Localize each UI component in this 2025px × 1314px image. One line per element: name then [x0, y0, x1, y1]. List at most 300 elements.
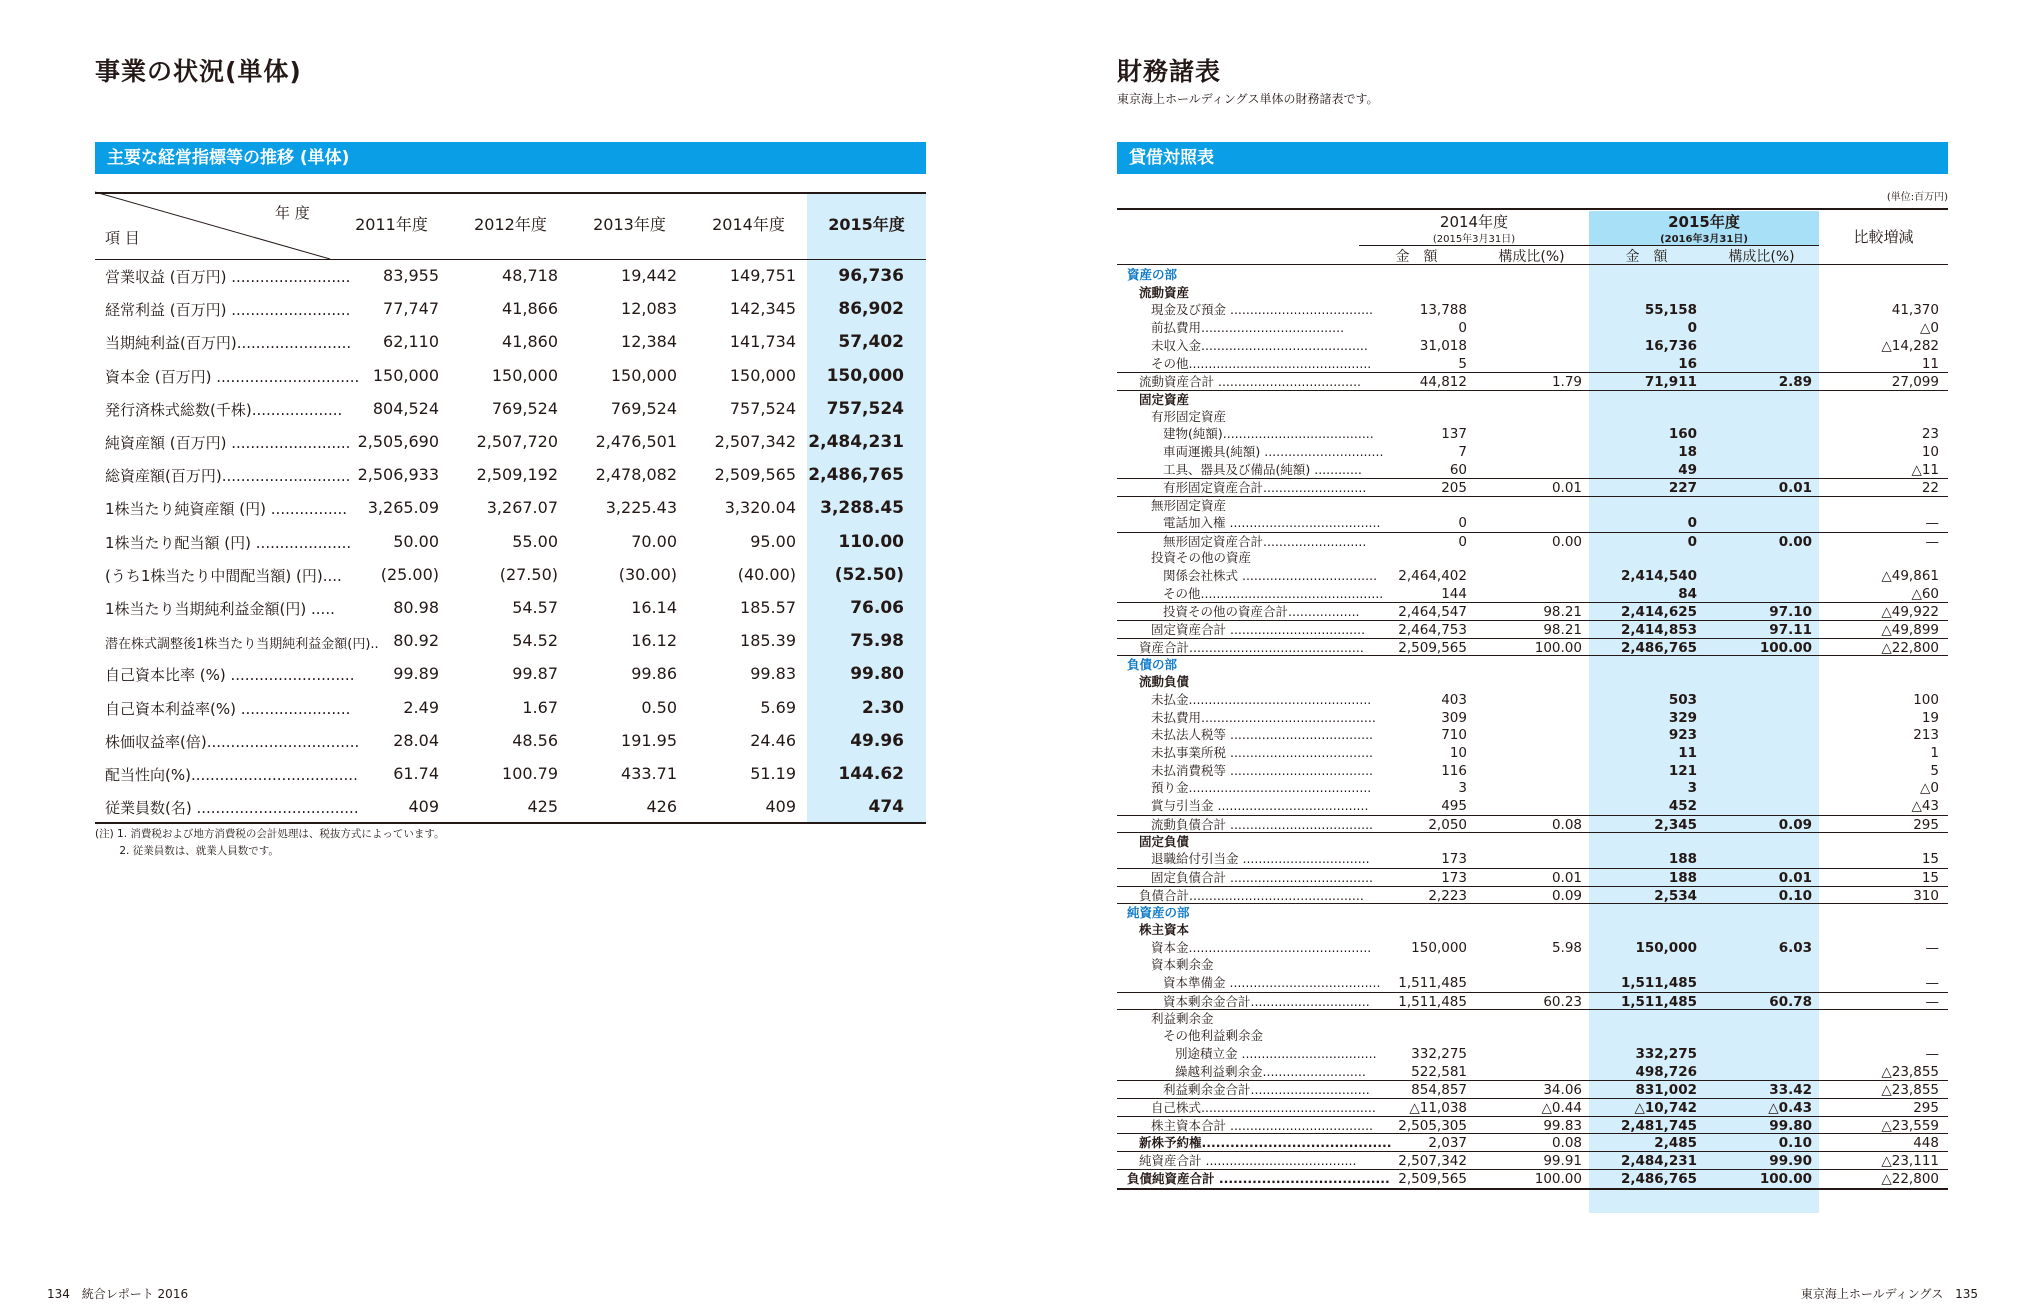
cell-value: 0.08 [1551, 816, 1582, 833]
cell-value: 495 [1441, 798, 1467, 814]
cell-value: 804,524 [372, 398, 439, 418]
cell-value: 0 [1458, 320, 1467, 337]
cell-value: 13,788 [1419, 302, 1467, 319]
cell-value: 100.00 [1534, 639, 1582, 656]
cell-value: (40.00) [737, 564, 796, 584]
cell-value: △11 [1911, 461, 1939, 478]
table-row [1117, 390, 1948, 408]
cell-value: 116 [1441, 762, 1467, 779]
page-number: 135 [1955, 1287, 1978, 1301]
cell-value: 0.10 [1778, 887, 1812, 904]
table-row [1117, 1080, 1948, 1098]
row-label: 営業収益 (百万円) ......................... [105, 268, 351, 286]
row-label: 配当性向(%)................................... [105, 766, 358, 784]
row-label: 未払金.............................................. [1151, 691, 1372, 707]
cell-value: 99.86 [631, 664, 677, 684]
header-year-label: 年 度 [275, 204, 310, 222]
cell-value: 2,476,501 [595, 432, 677, 451]
cell-value: △0 [1920, 780, 1939, 797]
cell-value: 2,414,853 [1620, 622, 1697, 638]
cell-value-highlight: 57,402 [838, 332, 904, 353]
row-label: その他.............................................. [1163, 585, 1384, 601]
cell-value: △49,899 [1881, 622, 1939, 638]
footer-right [1801, 1285, 1978, 1302]
cell-value: — [1925, 533, 1939, 550]
cell-value: 5.98 [1551, 939, 1582, 956]
table-row [1117, 1009, 1948, 1027]
cell-value: 99.83 [750, 664, 796, 684]
table-row [95, 295, 926, 328]
cell-value: 12,083 [621, 299, 677, 319]
amount-header: 金 額 [1395, 249, 1438, 265]
cell-value-highlight: 76.06 [850, 598, 904, 618]
cell-value: 0.08 [1551, 1135, 1582, 1152]
row-label: 工具、器具及び備品(純額) ............ [1163, 461, 1362, 477]
cell-value: 2,464,547 [1398, 604, 1467, 621]
cell-value: — [1925, 975, 1939, 991]
cell-value: 97.11 [1769, 622, 1812, 638]
cell-value: — [1925, 514, 1939, 531]
cell-value: 95.00 [750, 531, 796, 551]
cell-value: 54.52 [512, 631, 558, 651]
cell-value: 854,857 [1411, 1082, 1467, 1099]
cell-value: △10,742 [1634, 1099, 1697, 1116]
section-title: 主要な経営指標等の推移 (単体) [95, 142, 926, 174]
cell-value: 498,726 [1635, 1063, 1697, 1080]
cell-value: 41,370 [1891, 302, 1939, 319]
cell-value: 71,911 [1644, 374, 1697, 391]
cell-value: 0.00 [1551, 533, 1582, 550]
cell-value: 5.69 [760, 697, 796, 717]
table-row [1117, 585, 1948, 603]
table-row [1117, 744, 1948, 762]
table-row [1117, 372, 1948, 390]
row-label: 無形固定資産 [1151, 498, 1227, 514]
cell-value: 10 [1449, 744, 1467, 761]
cell-value: 12,384 [621, 332, 677, 352]
row-label: 別途積立金 .................................. [1175, 1045, 1377, 1061]
cell-value: 41,866 [502, 299, 558, 319]
cell-value: 3,267.07 [486, 498, 558, 518]
table-row [1117, 956, 1948, 974]
cell-value: — [1925, 993, 1939, 1010]
cell-value: 0.01 [1551, 869, 1582, 886]
cell-value: 1,511,485 [1620, 993, 1697, 1010]
cell-value: 452 [1668, 798, 1697, 814]
cell-value: 0 [1458, 514, 1467, 531]
cell-value: 16.12 [631, 631, 677, 651]
cell-value: 144 [1441, 585, 1467, 602]
cell-value: 173 [1441, 869, 1467, 886]
table-row [95, 428, 926, 461]
cell-value: 2,506,933 [357, 465, 439, 485]
cell-value: 11 [1678, 744, 1697, 761]
row-label: 純資産合計 ...................................... [1139, 1153, 1357, 1168]
cell-value: △49,861 [1881, 567, 1939, 584]
cell-value: 0.09 [1551, 887, 1582, 904]
table-row [1117, 602, 1948, 620]
table-row [1117, 886, 1948, 904]
row-label: 未払消費税等 .................................... [1151, 762, 1374, 778]
table-row [1117, 726, 1948, 744]
cell-value: 2,478,082 [595, 465, 677, 485]
row-label: 株主資本 [1139, 921, 1190, 937]
row-label: 賞与引当金 ...................................... [1151, 798, 1369, 813]
cell-value: △11,038 [1409, 1099, 1467, 1116]
row-label: 純資産額 (百万円) ......................... [105, 434, 351, 452]
cell-value: 28.04 [393, 730, 439, 750]
table-row [95, 694, 926, 727]
cell-value: 0 [1687, 533, 1697, 550]
table-row [1117, 939, 1948, 957]
cell-value: 70.00 [631, 531, 677, 551]
row-label: 未払事業所税 .................................... [1151, 744, 1374, 760]
cell-value: 16 [1678, 355, 1697, 372]
cell-value: 403 [1441, 691, 1467, 708]
cell-value: 0 [1458, 533, 1467, 550]
cell-value: △14,282 [1881, 337, 1939, 354]
table-row [95, 395, 926, 428]
cell-value: (25.00) [380, 564, 439, 584]
year-header: 2012年度 [474, 215, 547, 234]
cell-value: 1,511,485 [1398, 993, 1467, 1010]
cell-value: 10 [1921, 444, 1939, 460]
cell-value: 2,037 [1428, 1135, 1467, 1152]
ratio-header: 構成比(%) [1728, 249, 1795, 265]
cell-value: 2,509,192 [476, 465, 558, 485]
table-row [1117, 903, 1948, 921]
cell-value: 55.00 [512, 531, 558, 551]
cell-value: 60.78 [1769, 993, 1812, 1010]
table-row [1117, 850, 1948, 868]
table-row [1117, 655, 1948, 673]
row-label: 新株予約権........................................ [1139, 1135, 1392, 1151]
row-label: 建物(純額)...................................... [1163, 426, 1374, 442]
cell-value: 5 [1930, 762, 1939, 779]
table-row [95, 760, 926, 793]
row-label: 車両運搬具(純額) .............................. [1163, 444, 1384, 459]
cell-value: 27,099 [1891, 374, 1939, 391]
cell-value: 100.79 [502, 764, 558, 783]
table-row [1117, 1027, 1948, 1045]
row-label: 1株当たり配当額 (円) .................... [105, 533, 352, 552]
cell-value-highlight: 99.80 [850, 664, 904, 685]
cell-value: 2,507,342 [1398, 1153, 1467, 1169]
cell-value: 409 [765, 797, 796, 817]
amount-header: 金 額 [1625, 249, 1668, 265]
page-title: 財務諸表 [1117, 57, 1222, 86]
cell-value: — [1925, 939, 1939, 956]
cell-value: 0.10 [1778, 1135, 1812, 1152]
table-row [95, 793, 926, 826]
cell-value: 329 [1668, 709, 1697, 726]
cell-value: 98.21 [1543, 604, 1582, 621]
cell-value: 227 [1668, 480, 1697, 497]
cell-value: 31,018 [1419, 337, 1467, 354]
cell-value: 48,718 [502, 266, 558, 285]
cell-value: 41,860 [502, 332, 558, 352]
row-label: 自己資本利益率(%) ....................... [105, 699, 351, 718]
cell-value: 100.00 [1759, 639, 1812, 656]
footer-title: 統合レポート 2016 [81, 1287, 189, 1301]
cell-value: 2,507,720 [476, 432, 558, 451]
cell-value: 150,000 [1635, 939, 1697, 956]
cell-value: 99.91 [1543, 1153, 1582, 1169]
note-line: 2. 従業員数は、就業人員数です。 [95, 845, 279, 857]
cell-value: 769,524 [610, 398, 677, 418]
table-row [95, 561, 926, 594]
cell-value: 2,223 [1428, 887, 1467, 904]
cell-value: 121 [1668, 762, 1697, 779]
table-row [1117, 691, 1948, 709]
cell-value: △23,111 [1881, 1153, 1939, 1169]
cell-value: 923 [1668, 727, 1697, 744]
cell-value: 2,509,565 [1398, 639, 1467, 656]
table-row [1117, 461, 1948, 479]
row-label: 資本剰余金 [1151, 957, 1214, 973]
year-header: 2014年度 [712, 215, 785, 234]
row-label: 資本金.............................................. [1151, 939, 1372, 955]
row-label: 現金及び預金 .................................... [1151, 302, 1374, 318]
year-header-highlight: 2015年度 [1668, 213, 1740, 231]
cell-value: 3,320.04 [724, 498, 796, 518]
cell-value: 2,484,231 [1620, 1153, 1697, 1169]
cell-value: 98.21 [1543, 622, 1582, 638]
table-row [1117, 1045, 1948, 1063]
page-title: 事業の状況(単体) [95, 57, 302, 86]
cell-value: 2,534 [1654, 887, 1697, 904]
row-label: 当期純利益(百万円)........................ [105, 334, 352, 353]
note-line: (注) 1. 消費税および地方消費税の会計処理は、税抜方式によっています。 [95, 828, 445, 840]
table-row [1117, 443, 1948, 461]
cell-value: 61.74 [393, 764, 439, 783]
row-label: 資本準備金 ...................................... [1163, 975, 1381, 990]
cell-value: 2,345 [1654, 816, 1697, 833]
row-label: 潜在株式調整後1株当たり当期純利益金額(円).. [105, 637, 379, 653]
cell-value: 150,000 [1411, 939, 1467, 956]
table-row [1117, 284, 1948, 302]
cell-value: 309 [1441, 709, 1467, 726]
cell-value: 60 [1449, 461, 1467, 478]
row-label: 負債合計............................................ [1139, 887, 1364, 903]
cell-value: 6.03 [1778, 939, 1812, 956]
table-row [1117, 868, 1948, 886]
cell-value: 2,509,565 [714, 465, 796, 485]
row-label: 自己株式............................................ [1151, 1099, 1376, 1115]
footer-title: 東京海上ホールディングス [1800, 1287, 1944, 1301]
cell-value: 141,734 [729, 332, 796, 352]
row-label: 預り金.............................................. [1151, 780, 1372, 796]
cell-value: △0.43 [1768, 1099, 1812, 1116]
row-label: 無形固定資産合計.......................... [1163, 533, 1367, 549]
cell-value: 55,158 [1644, 302, 1697, 319]
row-label: 資産の部 [1127, 267, 1178, 282]
table-row [1117, 815, 1948, 833]
cell-value-highlight: 86,902 [838, 299, 904, 320]
cell-value-highlight: 96,736 [838, 266, 904, 286]
cell-value: 2,050 [1428, 816, 1467, 833]
cell-value: 100.00 [1759, 1170, 1812, 1187]
cell-value: 522,581 [1411, 1063, 1467, 1080]
table-rule [95, 259, 926, 260]
cell-value: 1,511,485 [1398, 975, 1467, 991]
row-label: 流動資産合計 .................................... [1139, 374, 1362, 390]
row-label: 関係会社株式 .................................. [1163, 567, 1378, 583]
table-row [1117, 762, 1948, 780]
cell-value: 2.89 [1778, 374, 1812, 391]
cell-value: 2,509,565 [1398, 1170, 1467, 1187]
cell-value: 99.83 [1543, 1117, 1582, 1134]
cell-value: △0 [1920, 320, 1939, 337]
page-number: 134 [47, 1287, 70, 1301]
cell-value: 50.00 [393, 531, 439, 551]
row-label: 経常利益 (百万円) ......................... [105, 301, 351, 320]
cell-value: △23,855 [1881, 1082, 1939, 1099]
row-label: 発行済株式総数(千株)................... [105, 400, 343, 419]
table-row [1117, 797, 1948, 815]
cell-value: 310 [1913, 887, 1939, 904]
row-label: 資本金 (百万円) .............................. [105, 367, 360, 386]
cell-value: △49,922 [1881, 604, 1939, 621]
cell-value: 11 [1921, 355, 1939, 372]
table-row [95, 727, 926, 760]
cell-value: 54.57 [512, 598, 558, 617]
table-row [1117, 1151, 1948, 1169]
cell-value: 84 [1678, 585, 1697, 602]
cell-value: 99.90 [1769, 1153, 1812, 1169]
cell-value: 150,000 [372, 365, 439, 385]
cell-value: 710 [1441, 727, 1467, 744]
row-label: 有形固定資産合計.......................... [1163, 480, 1367, 496]
cell-value: 173 [1441, 851, 1467, 868]
row-label: 自己資本比率 (%) .......................... [105, 666, 355, 685]
cell-value: (27.50) [499, 564, 558, 584]
cell-value-highlight: 49.96 [850, 730, 904, 751]
cell-value: 2,464,753 [1398, 622, 1467, 638]
table-row [1117, 1169, 1948, 1187]
row-label: 繰越利益剰余金.......................... [1175, 1063, 1366, 1079]
row-label: (うち1株当たり中間配当額) (円).... [105, 566, 342, 585]
cell-value: 191.95 [621, 730, 677, 750]
unit-label: (単位:百万円) [1886, 192, 1948, 203]
table-row [1117, 337, 1948, 355]
cell-value: 2.49 [403, 697, 439, 717]
row-label: 前払費用.................................... [1151, 320, 1345, 336]
row-label: 固定資産 [1139, 391, 1190, 407]
table-row [95, 594, 926, 627]
year-header-highlight: 2015年度 [828, 215, 905, 234]
cell-value: △43 [1911, 798, 1939, 814]
table-row [1117, 319, 1948, 337]
cell-value: 213 [1913, 727, 1939, 744]
cell-value: 0.01 [1551, 480, 1582, 497]
cell-value: 0 [1687, 514, 1697, 531]
cell-value: (30.00) [618, 564, 677, 584]
cell-value: 23 [1921, 426, 1939, 443]
cell-value: 33.42 [1769, 1082, 1812, 1099]
cell-value: 0.50 [641, 697, 677, 717]
footer-left [47, 1285, 188, 1302]
cell-value: 48.56 [512, 730, 558, 750]
cell-value: 15 [1921, 851, 1939, 868]
row-label: 流動負債 [1139, 674, 1190, 690]
table-row [1117, 567, 1948, 585]
cell-value: 0.01 [1778, 480, 1812, 497]
table-row [1117, 478, 1948, 496]
cell-value: 3,225.43 [605, 498, 677, 518]
cell-value-highlight: 150,000 [826, 365, 904, 386]
table-row [1117, 673, 1948, 691]
cell-value: 769,524 [491, 398, 558, 418]
cell-value: 160 [1668, 426, 1697, 443]
table-row [1117, 301, 1948, 319]
row-label: 固定資産合計 .................................. [1151, 622, 1366, 637]
row-label: 投資その他の資産合計.................. [1163, 604, 1360, 620]
cell-value: 16,736 [1644, 337, 1697, 354]
table-row [1117, 549, 1948, 567]
table-row [1117, 709, 1948, 727]
table-row [1117, 832, 1948, 850]
cell-value: 409 [408, 797, 439, 817]
row-label: 電話加入権 ...................................... [1163, 514, 1381, 530]
cell-value-highlight: 2,484,231 [808, 432, 904, 452]
row-label: 投資その他の資産 [1151, 550, 1252, 566]
date-header: (2015年3月31日) [1432, 234, 1516, 245]
cell-value: 2,507,342 [714, 432, 796, 451]
table-row [1117, 974, 1948, 992]
year-header: 2013年度 [593, 215, 666, 234]
row-label: 1株当たり当期純利益金額(円) ..... [105, 600, 335, 618]
table-row [1117, 1063, 1948, 1081]
cell-value: 2,481,745 [1620, 1117, 1697, 1134]
cell-value: 99.87 [512, 664, 558, 684]
cell-value: 2,414,625 [1620, 604, 1697, 621]
cell-value: 18 [1678, 444, 1697, 460]
cell-value: 19,442 [621, 266, 677, 285]
cell-value-highlight: (52.50) [834, 564, 904, 585]
cell-value: △23,855 [1881, 1063, 1939, 1080]
cell-value: 2,414,540 [1620, 567, 1697, 584]
table-row [95, 528, 926, 561]
cell-value: 15 [1921, 869, 1939, 886]
row-label: 総資産額(百万円)........................... [105, 467, 351, 486]
row-label: 従業員数(名) .................................. [105, 799, 359, 818]
cell-value: 1 [1930, 744, 1939, 761]
table-row [1117, 1116, 1948, 1134]
table-row [1117, 921, 1948, 939]
table-row [1117, 532, 1948, 550]
row-label: 有形固定資産 [1151, 408, 1227, 424]
cell-value: 5 [1458, 355, 1467, 372]
cell-value: 44,812 [1419, 374, 1467, 391]
row-label: 固定負債 [1139, 834, 1190, 850]
cell-value-highlight: 144.62 [838, 764, 904, 784]
cell-value: 34.06 [1543, 1082, 1582, 1099]
table-row [1117, 638, 1948, 656]
row-label: 1株当たり純資産額 (円) ................ [105, 500, 348, 519]
cell-value: △22,800 [1881, 1170, 1939, 1187]
cell-value: 295 [1913, 816, 1939, 833]
cell-value-highlight: 2.30 [862, 697, 904, 718]
cell-value-highlight: 474 [868, 797, 904, 818]
table-row [1117, 408, 1948, 426]
cell-value-highlight: 110.00 [838, 531, 904, 552]
table-row [95, 627, 926, 660]
cell-value: 188 [1668, 869, 1697, 886]
cell-value: △23,559 [1881, 1117, 1939, 1134]
row-label: 株価収益率(倍)................................ [105, 732, 360, 751]
row-label: 流動資産 [1139, 284, 1190, 300]
